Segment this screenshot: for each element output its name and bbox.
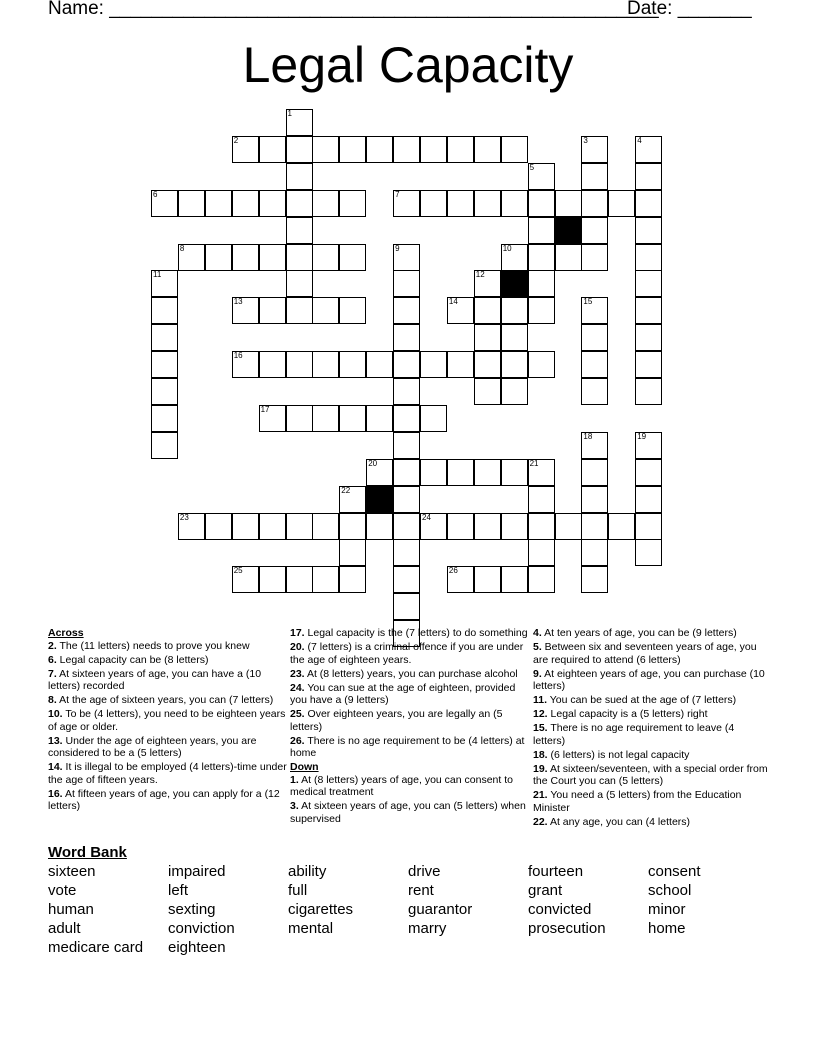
grid-cell[interactable] — [474, 566, 501, 593]
grid-cell[interactable] — [393, 486, 420, 513]
clue-down-9: 9. At eighteen years of age, you can purchase (10 letters) — [533, 667, 765, 692]
clue-across-24: 24. You can sue at the age of eighteen, provided you have a (9 letters) — [290, 681, 516, 706]
clue-number: 9 — [395, 243, 400, 253]
clue-column-1 — [48, 627, 288, 814]
grid-cell[interactable] — [393, 593, 420, 620]
grid-cell[interactable] — [420, 190, 447, 217]
black-square — [366, 486, 393, 513]
clue-number: 14 — [448, 297, 458, 307]
grid-cell[interactable] — [447, 459, 474, 486]
grid-cell[interactable] — [635, 217, 662, 244]
grid-cell[interactable] — [393, 432, 420, 459]
grid-cell[interactable] — [259, 244, 286, 271]
grid-cell[interactable] — [366, 351, 393, 378]
grid-cell[interactable] — [635, 486, 662, 513]
grid-cell[interactable] — [420, 351, 447, 378]
word-bank-item: sixteen — [48, 863, 96, 880]
word-bank-item: convicted — [528, 901, 592, 918]
word-bank-item: home — [648, 920, 686, 937]
grid-cell[interactable] — [286, 513, 313, 540]
grid-cell[interactable] — [501, 566, 528, 593]
clue-number: 7 — [395, 189, 400, 199]
clue-number: 24 — [422, 512, 431, 522]
grid-cell[interactable] — [420, 136, 447, 163]
grid-cell[interactable] — [474, 351, 501, 378]
grid-cell[interactable] — [581, 566, 608, 593]
clue-across-16: 16. At fifteen years of age, you can apply for a (12 letters) — [48, 787, 280, 812]
word-bank-item: medicare card — [48, 939, 144, 956]
clue-across-26: 26. There is no age requirement to be (4 letters) at home — [290, 734, 525, 759]
grid-cell[interactable] — [286, 566, 313, 593]
grid-cell[interactable] — [474, 190, 501, 217]
grid-cell[interactable] — [447, 513, 474, 540]
grid-cell[interactable] — [286, 270, 313, 297]
grid-cell[interactable] — [339, 244, 366, 271]
grid-cell[interactable] — [474, 297, 501, 324]
clue-number: 18 — [583, 431, 593, 441]
grid-cell[interactable] — [581, 513, 608, 540]
grid-cell[interactable] — [232, 190, 259, 217]
grid-cell[interactable] — [312, 136, 339, 163]
clue-number: 25 — [233, 566, 243, 576]
clue-down-3: 3. At sixteen years of age, you can (5 letters) when supervised — [290, 800, 526, 825]
word-bank-item: school — [648, 882, 692, 899]
grid-cell[interactable] — [393, 566, 420, 593]
clue-down-15: 15. There is no age requirement to leave (4 letters) — [533, 722, 735, 747]
word-bank-item: vote — [48, 882, 77, 899]
word-bank-item: human — [48, 901, 94, 918]
word-bank-item: eighteen — [168, 939, 226, 956]
grid-cell[interactable] — [635, 324, 662, 351]
clue-across-14: 14. It is illegal to be employed (4 letters)-time under the age of fifteen years. — [48, 761, 287, 786]
clue-number: 10 — [502, 243, 512, 253]
grid-cell[interactable] — [339, 566, 366, 593]
clue-number: 2 — [233, 135, 239, 145]
grid-cell[interactable] — [528, 217, 555, 244]
grid-cell[interactable] — [393, 136, 420, 163]
grid-cell[interactable] — [393, 378, 420, 405]
clue-number: 22 — [341, 485, 351, 495]
grid-cell[interactable] — [528, 190, 555, 217]
clue-number: 23 — [179, 512, 189, 522]
grid-cell[interactable] — [339, 513, 366, 540]
grid-cell[interactable] — [366, 513, 393, 540]
grid-cell[interactable] — [447, 351, 474, 378]
grid-cell[interactable] — [474, 324, 501, 351]
black-square — [501, 270, 528, 297]
grid-cell[interactable] — [366, 405, 393, 432]
date-line[interactable]: Date: _______ — [627, 0, 752, 19]
grid-cell[interactable] — [555, 513, 582, 540]
grid-cell[interactable] — [393, 324, 420, 351]
grid-cell[interactable] — [608, 190, 635, 217]
grid-cell[interactable] — [501, 351, 528, 378]
grid-cell[interactable] — [608, 513, 635, 540]
grid-cell[interactable] — [635, 244, 662, 271]
clue-across-2: 2. The (11 letters) needs to prove you knew — [48, 639, 250, 652]
grid-cell[interactable] — [339, 190, 366, 217]
clue-number: 16 — [233, 351, 243, 361]
grid-cell[interactable] — [581, 351, 608, 378]
grid-cell[interactable] — [581, 217, 608, 244]
grid-cell[interactable] — [581, 324, 608, 351]
grid-cell[interactable] — [501, 324, 528, 351]
grid-cell[interactable] — [151, 297, 178, 324]
grid-cell[interactable] — [286, 217, 313, 244]
grid-cell[interactable] — [312, 405, 339, 432]
clue-across-8: 8. At the age of sixteen years, you can (7 letters) — [48, 694, 274, 706]
word-bank-item: guarantor — [408, 901, 473, 918]
grid-cell[interactable] — [528, 566, 555, 593]
grid-cell[interactable] — [232, 244, 259, 271]
clue-number: 11 — [153, 270, 162, 280]
grid-cell[interactable] — [501, 459, 528, 486]
grid-cell[interactable] — [635, 270, 662, 297]
clue-number: 19 — [637, 431, 647, 441]
grid-cell[interactable] — [286, 351, 313, 378]
clue-down-19: 19. At sixteen/seventeen, with a special order from the Court you can (5 letters) — [533, 762, 768, 787]
grid-cell[interactable] — [635, 163, 662, 190]
grid-cell[interactable] — [635, 378, 662, 405]
word-bank-item: ability — [288, 863, 327, 880]
grid-cell[interactable] — [286, 405, 313, 432]
word-bank-item: marry — [408, 920, 447, 937]
word-bank-item: left — [168, 882, 189, 899]
grid-cell[interactable] — [528, 270, 555, 297]
grid-cell[interactable] — [393, 270, 420, 297]
grid-cell[interactable] — [286, 297, 313, 324]
grid-cell[interactable] — [151, 324, 178, 351]
grid-cell[interactable] — [581, 378, 608, 405]
across-heading: Across — [48, 627, 84, 639]
grid-cell[interactable] — [259, 566, 286, 593]
grid-cell[interactable] — [286, 244, 313, 271]
clue-across-7: 7. At sixteen years of age, you can have a (10 letters) recorded — [48, 667, 262, 692]
clue-column-3 — [533, 627, 769, 830]
grid-cell[interactable] — [528, 539, 555, 566]
grid-cell[interactable] — [232, 513, 259, 540]
grid-cell[interactable] — [501, 297, 528, 324]
grid-cell[interactable] — [555, 244, 582, 271]
clue-across-6: 6. Legal capacity can be (8 letters) — [48, 653, 209, 666]
grid-cell[interactable] — [393, 405, 420, 432]
grid-cell[interactable] — [259, 297, 286, 324]
grid-cell[interactable] — [555, 190, 582, 217]
grid-cell[interactable] — [393, 297, 420, 324]
grid-cell[interactable] — [393, 539, 420, 566]
grid-cell[interactable] — [635, 539, 662, 566]
grid-cell[interactable] — [339, 539, 366, 566]
grid-cell[interactable] — [259, 190, 286, 217]
grid-cell[interactable] — [339, 351, 366, 378]
black-square — [555, 217, 582, 244]
grid-cell[interactable] — [205, 513, 232, 540]
grid-cell[interactable] — [581, 486, 608, 513]
grid-cell[interactable] — [312, 513, 339, 540]
grid-cell[interactable] — [151, 378, 178, 405]
word-bank-item: minor — [648, 901, 686, 918]
clue-down-4: 4. At ten years of age, you can be (9 letters) — [533, 627, 737, 639]
clue-number: 17 — [260, 404, 270, 414]
clue-column-2 — [290, 627, 530, 827]
grid-cell[interactable] — [339, 405, 366, 432]
clue-number: 15 — [583, 297, 593, 307]
grid-cell[interactable] — [312, 244, 339, 271]
grid-cell[interactable] — [635, 297, 662, 324]
down-heading: Down — [290, 761, 319, 773]
word-bank-item: mental — [288, 920, 334, 937]
grid-cell[interactable] — [339, 297, 366, 324]
grid-cell[interactable] — [259, 513, 286, 540]
grid-cell[interactable] — [286, 136, 313, 163]
grid-cell[interactable] — [151, 432, 178, 459]
grid-cell[interactable] — [420, 405, 447, 432]
clue-number: 26 — [448, 566, 458, 576]
clue-down-18: 18. (6 letters) is not legal capacity — [533, 748, 690, 761]
grid-cell[interactable] — [581, 190, 608, 217]
word-bank-item: sexting — [168, 901, 216, 918]
clue-across-17: 17. Legal capacity is the (7 letters) to do something — [290, 627, 528, 639]
clue-down-12: 12. Legal capacity is a (5 letters) right — [533, 708, 708, 720]
clue-number: 6 — [153, 189, 158, 199]
page-title: Legal Capacity — [242, 37, 574, 93]
grid-cell[interactable] — [528, 351, 555, 378]
word-bank-item: impaired — [168, 863, 226, 880]
word-bank-heading: Word Bank — [48, 844, 127, 861]
clue-down-11: 11. You can be sued at the age of (7 letters) — [533, 694, 737, 706]
grid-cell[interactable] — [205, 244, 232, 271]
grid-cell[interactable] — [635, 513, 662, 540]
grid-cell[interactable] — [420, 459, 447, 486]
word-bank-item: grant — [528, 882, 563, 899]
word-bank-item: adult — [48, 920, 81, 937]
grid-cell[interactable] — [635, 351, 662, 378]
clue-across-13: 13. Under the age of eighteen years, you are considered to be a (5 letters) — [48, 734, 257, 759]
grid-cell[interactable] — [635, 459, 662, 486]
clue-across-23: 23. At (8 letters) years, you can purchase alcohol — [290, 667, 518, 680]
grid-cell[interactable] — [447, 190, 474, 217]
word-bank-item: fourteen — [528, 863, 584, 880]
clue-across-20: 20. (7 letters) is a criminal offence if you are under the age of eighteen years. — [290, 641, 524, 666]
grid-cell[interactable] — [501, 136, 528, 163]
grid-cell[interactable] — [312, 297, 339, 324]
grid-cell[interactable] — [286, 190, 313, 217]
grid-cell[interactable] — [635, 190, 662, 217]
word-bank-item: prosecution — [528, 920, 606, 937]
clue-number: 12 — [475, 270, 485, 280]
grid-cell[interactable] — [393, 513, 420, 540]
grid-cell[interactable] — [474, 459, 501, 486]
grid-cell[interactable] — [528, 486, 555, 513]
grid-cell[interactable] — [151, 351, 178, 378]
word-bank-item: conviction — [168, 920, 235, 937]
grid-cell[interactable] — [312, 351, 339, 378]
word-bank-item: consent — [648, 863, 701, 880]
clue-number: 5 — [529, 162, 535, 172]
clue-across-10: 10. To be (4 letters), you need to be eighteen years of age or older. — [48, 708, 286, 733]
grid-cell[interactable] — [501, 513, 528, 540]
grid-cell[interactable] — [581, 163, 608, 190]
grid-cell[interactable] — [286, 163, 313, 190]
grid-cell[interactable] — [312, 190, 339, 217]
grid-cell[interactable] — [581, 539, 608, 566]
clue-across-25: 25. Over eighteen years, you are legally an (5 letters) — [290, 708, 503, 733]
grid-cell[interactable] — [581, 244, 608, 271]
grid-cell[interactable] — [178, 190, 205, 217]
clue-down-1: 1. At (8 letters) years of age, you can consent to medical treatment — [290, 773, 513, 798]
clue-down-5: 5. Between six and seventeen years of age, you are required to attend (6 letters) — [533, 641, 757, 666]
grid-cell[interactable] — [151, 405, 178, 432]
word-bank-item: rent — [408, 882, 434, 899]
grid-cell[interactable] — [474, 136, 501, 163]
word-bank-item: cigarettes — [288, 901, 354, 918]
word-bank-item: drive — [408, 863, 441, 880]
grid-cell[interactable] — [259, 136, 286, 163]
grid-cell[interactable] — [393, 351, 420, 378]
grid-cell[interactable] — [501, 378, 528, 405]
clue-number: 13 — [233, 297, 243, 307]
grid-cell[interactable] — [501, 190, 528, 217]
grid-cell[interactable] — [393, 459, 420, 486]
grid-cell[interactable] — [447, 136, 474, 163]
grid-cell[interactable] — [339, 136, 366, 163]
grid-cell[interactable] — [528, 513, 555, 540]
grid-cell[interactable] — [205, 190, 232, 217]
grid-cell[interactable] — [474, 513, 501, 540]
clue-number: 1 — [287, 109, 292, 118]
clue-number: 20 — [368, 458, 378, 468]
word-bank-item: full — [288, 882, 308, 899]
grid-cell[interactable] — [474, 378, 501, 405]
name-line[interactable]: Name: ____________________________________________________ — [48, 0, 659, 19]
clue-number: 3 — [583, 135, 588, 145]
clue-number: 21 — [529, 458, 539, 468]
grid-cell[interactable] — [366, 136, 393, 163]
grid-cell[interactable] — [528, 244, 555, 271]
clue-number: 8 — [179, 243, 185, 253]
clue-down-22: 22. At any age, you can (4 letters) — [533, 815, 691, 828]
clue-number: 4 — [637, 135, 642, 145]
grid-cell[interactable] — [259, 351, 286, 378]
grid-cell[interactable] — [312, 566, 339, 593]
grid-cell[interactable] — [528, 297, 555, 324]
clue-down-21: 21. You need a (5 letters) from the Education Minister — [533, 789, 742, 814]
grid-cell[interactable] — [581, 459, 608, 486]
